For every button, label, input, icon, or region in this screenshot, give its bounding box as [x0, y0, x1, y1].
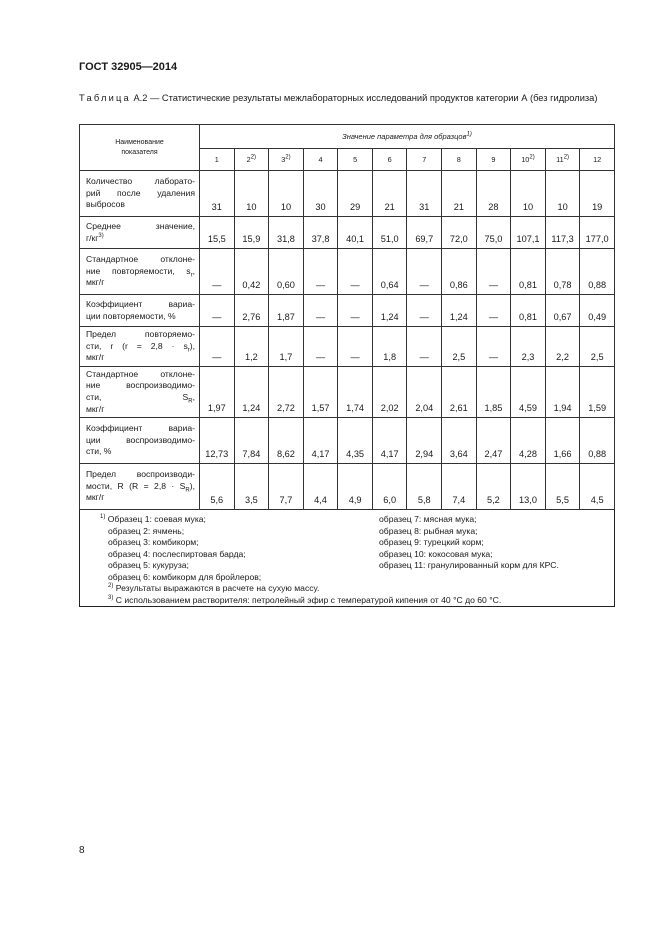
value-cell: 5,2: [476, 464, 511, 510]
value-cell: 0,42: [234, 249, 269, 295]
row-label-cell: [80, 295, 200, 327]
value-cell: 5,6: [200, 464, 235, 510]
value-cell: 40,1: [338, 217, 373, 249]
value-cell: 5,8: [407, 464, 442, 510]
note-2-text: Результаты выражаются в расчете на сухую массу.: [115, 583, 320, 594]
value-cell: 4,28: [511, 418, 546, 464]
table-row: [80, 295, 615, 327]
sample-column-header: [545, 149, 580, 171]
row-label-line: сти, r (r = 2,8 · s: [86, 340, 188, 351]
note-sample-item: [108, 537, 261, 549]
note-sample-item: образец 11: гранулированный корм для КРС.: [379, 560, 559, 571]
value-cell: —: [407, 295, 442, 327]
value-cell: 6,0: [372, 464, 407, 510]
note-2: [108, 583, 319, 595]
note-3-text: С использованием растворителя: петролейный эфир с температурой кипения от 40 °С до 60 °С.: [115, 595, 502, 606]
value-cell: 3,5: [234, 464, 269, 510]
note-sample-item: образец 8: рыбная мука;: [379, 525, 478, 536]
caption-lead: Таблица: [79, 93, 131, 103]
value-cell: 2,76: [234, 295, 269, 327]
sample-column-header: [372, 149, 407, 171]
sample-number: 10: [521, 155, 530, 164]
page-number: 8: [79, 845, 85, 856]
value-cell: —: [200, 295, 235, 327]
row-label: Стандартное отклоне- ние воспроизводимо- сти, $S_R$, мкг/г: [86, 368, 195, 414]
value-cell: 2,5: [442, 327, 477, 367]
row-label-line: ции воспроизводимо-: [86, 434, 195, 445]
value-cell: 2,61: [442, 366, 477, 417]
sample-number: 2: [246, 155, 251, 164]
sample-number: 9: [491, 155, 496, 164]
row-label-subscript: r: [190, 272, 193, 279]
note-sample-item: образец 7: мясная мука;: [379, 514, 477, 525]
note-sample-text: образец 3: комбикорм;: [108, 537, 199, 548]
row-label-cell: [80, 217, 200, 249]
row-label-cell: [80, 249, 200, 295]
value-cell: 1,2: [234, 327, 269, 367]
sample-number: 7: [422, 155, 427, 164]
note-sample-text: образец 4: послеспиртовая барда;: [108, 548, 246, 559]
value-cell: 0,67: [545, 295, 580, 327]
values-span-header-text: Значение параметра для образцов: [342, 132, 467, 141]
value-cell: 0,88: [580, 249, 615, 295]
value-cell: 1,24: [372, 295, 407, 327]
sample-column-header: [303, 149, 338, 171]
sample-column-header: [234, 149, 269, 171]
value-cell: 2,5: [580, 327, 615, 367]
note-sample-item: [108, 526, 261, 538]
value-cell: 7,4: [442, 464, 477, 510]
value-cell: —: [476, 295, 511, 327]
note-sample-item: образец 9: турецкий корм;: [379, 537, 484, 548]
value-cell: 4,17: [303, 418, 338, 464]
results-table-wrapper: [79, 124, 615, 607]
sample-number: 1: [214, 155, 219, 164]
notes-right-column: [379, 514, 559, 572]
param-column-header: [80, 125, 200, 171]
value-cell: 13,0: [511, 464, 546, 510]
value-cell: 21: [442, 171, 477, 217]
sample-column-header: [269, 149, 304, 171]
notes-left-column: [100, 514, 262, 583]
row-label-line: мости, R (R = 2,8 · S: [86, 480, 186, 491]
table-caption: [79, 92, 615, 105]
value-cell: 2,47: [476, 418, 511, 464]
value-cell: 1,24: [234, 366, 269, 417]
sample-number: 3: [281, 155, 286, 164]
value-cell: 5,5: [545, 464, 580, 510]
value-cell: 2,72: [269, 366, 304, 417]
document-header: ГОСТ 32905—2014: [79, 61, 178, 73]
note-2-sup: 2): [108, 583, 114, 590]
note-sample-item: [108, 549, 261, 561]
row-label-line: выбросов: [86, 199, 125, 210]
value-cell: —: [338, 249, 373, 295]
table-row: [80, 464, 615, 510]
value-cell: 29: [338, 171, 373, 217]
row-label-line: ции повторяемости, %: [86, 310, 176, 321]
sample-column-header: [511, 149, 546, 171]
row-label-line: мкг/г: [86, 277, 105, 288]
row-label-cell: [80, 366, 200, 417]
value-cell: 107,1: [511, 217, 546, 249]
value-cell: —: [200, 327, 235, 367]
note-1-sup: 1): [100, 514, 106, 521]
sample-footnote-mark: 2): [250, 154, 257, 161]
value-cell: 7,7: [269, 464, 304, 510]
row-label-line: Предел повторяемо-: [86, 329, 195, 339]
note-3: [108, 595, 501, 607]
row-label: [86, 176, 195, 211]
row-label-line: Коэффициент вариа-: [86, 298, 195, 309]
value-cell: 0,78: [545, 249, 580, 295]
value-cell: 10: [234, 171, 269, 217]
value-cell: 3,64: [442, 418, 477, 464]
value-cell: 1,59: [580, 366, 615, 417]
value-cell: 4,59: [511, 366, 546, 417]
value-cell: 10: [545, 171, 580, 217]
value-cell: 4,5: [580, 464, 615, 510]
row-label-footnote-mark: 3): [98, 232, 104, 239]
row-label: Стандартное отклоне- ние повторяемости, $s_r$, мкг/г: [86, 254, 195, 288]
row-label-line: Среднее значение,: [86, 220, 195, 231]
value-cell: 117,3: [545, 217, 580, 249]
value-cell: —: [200, 249, 235, 295]
row-label: [86, 299, 195, 322]
value-cell: 4,17: [372, 418, 407, 464]
value-cell: 19: [580, 171, 615, 217]
value-cell: 2,3: [511, 327, 546, 367]
value-cell: —: [476, 327, 511, 367]
sample-column-header: [407, 149, 442, 171]
row-label-subscript: R: [188, 398, 193, 405]
value-cell: 1,94: [545, 366, 580, 417]
table-row: [80, 171, 615, 217]
value-cell: 0,49: [580, 295, 615, 327]
table-notes: [79, 510, 615, 607]
row-label-line: рий после удаления: [86, 187, 195, 198]
note-sample-text: образец 6: комбикорм для бройлеров;: [108, 571, 262, 582]
value-cell: 51,0: [372, 217, 407, 249]
sample-column-header: [200, 149, 235, 171]
value-cell: 0,60: [269, 249, 304, 295]
value-cell: 12,73: [200, 418, 235, 464]
value-cell: 31,8: [269, 217, 304, 249]
sample-column-header: [442, 149, 477, 171]
value-cell: 2,04: [407, 366, 442, 417]
caption-text: А.2 — Статистические результаты межлабораторных исследований продуктов категории А (без гидролиза): [133, 93, 598, 103]
note-sample-text: образец 5: кукуруза;: [108, 560, 189, 571]
row-label-cell: [80, 327, 200, 367]
param-header-line1: Наименование: [115, 138, 164, 146]
value-cell: 21: [372, 171, 407, 217]
value-cell: 1,7: [269, 327, 304, 367]
value-cell: 37,8: [303, 217, 338, 249]
value-cell: 1,85: [476, 366, 511, 417]
table-row: [80, 366, 615, 417]
value-cell: 4,4: [303, 464, 338, 510]
value-cell: —: [303, 327, 338, 367]
row-label-cell: [80, 171, 200, 217]
sample-number: 12: [593, 155, 602, 164]
values-span-header-sup: 1): [466, 131, 472, 138]
row-label-subscript: r: [187, 347, 190, 354]
row-label-line: мкг/г: [86, 403, 105, 414]
value-cell: —: [303, 295, 338, 327]
value-cell: 28: [476, 171, 511, 217]
value-cell: 1,87: [269, 295, 304, 327]
table-row: [80, 217, 615, 249]
value-cell: 4,9: [338, 464, 373, 510]
note-sample-item: [100, 514, 261, 526]
note-sample-item: [108, 560, 261, 572]
value-cell: 15,9: [234, 217, 269, 249]
value-cell: 0,81: [511, 249, 546, 295]
value-cell: 0,81: [511, 295, 546, 327]
value-cell: 1,57: [303, 366, 338, 417]
value-cell: —: [407, 327, 442, 367]
value-cell: 72,0: [442, 217, 477, 249]
row-label-line: мкг/г: [86, 352, 105, 363]
value-cell: —: [476, 249, 511, 295]
value-cell: 69,7: [407, 217, 442, 249]
value-cell: 10: [511, 171, 546, 217]
table-row: [80, 418, 615, 464]
row-label-line: г/кг: [86, 232, 99, 243]
sample-number: 8: [456, 155, 461, 164]
sample-column-header: [580, 149, 615, 171]
sample-footnote-mark: 2): [529, 154, 535, 161]
value-cell: 0,64: [372, 249, 407, 295]
row-label-subscript: R: [185, 487, 190, 494]
value-cell: 1,8: [372, 327, 407, 367]
row-label: [86, 423, 195, 458]
note-sample-item: [108, 572, 261, 584]
sample-column-header: [476, 149, 511, 171]
note-sample-text: Образец 1: соевая мука;: [107, 514, 206, 525]
row-label-line: Стандартное отклоне-: [86, 254, 195, 265]
values-span-header: [200, 125, 615, 149]
note-sample-item: образец 10: кокосовая мука;: [379, 548, 493, 559]
row-label-line: сти, %: [86, 446, 112, 457]
value-cell: 75,0: [476, 217, 511, 249]
sample-footnote-mark: 2): [285, 154, 291, 161]
table-row: [80, 249, 615, 295]
row-label: Предел повторяемо- сти, r $(r = 2,8 \cdot s_r)$, мкг/г: [86, 329, 195, 363]
row-label-line: Количество лаборато-: [86, 176, 195, 187]
sample-column-header: [338, 149, 373, 171]
row-label: [86, 221, 195, 244]
value-cell: 1,66: [545, 418, 580, 464]
row-label-line: Коэффициент вариа-: [86, 423, 195, 434]
value-cell: 1,97: [200, 366, 235, 417]
results-table: [79, 124, 615, 510]
sample-number: 11: [556, 155, 564, 164]
value-cell: 30: [303, 171, 338, 217]
value-cell: 177,0: [580, 217, 615, 249]
row-label-line: сти, S: [86, 391, 189, 402]
value-cell: —: [338, 327, 373, 367]
value-cell: —: [338, 295, 373, 327]
value-cell: 31: [200, 171, 235, 217]
sample-number: 5: [353, 155, 358, 164]
value-cell: 15,5: [200, 217, 235, 249]
sample-number: 4: [318, 155, 323, 164]
sample-footnote-mark: 2): [563, 154, 570, 161]
row-label-line: ние воспроизводимо-: [86, 380, 195, 391]
value-cell: —: [303, 249, 338, 295]
param-header-line2: показателя: [121, 148, 158, 156]
value-cell: 31: [407, 171, 442, 217]
row-label-line: ние повторяемости, s: [86, 265, 191, 276]
sample-number: 6: [387, 155, 392, 164]
value-cell: 7,84: [234, 418, 269, 464]
row-label-line: Предел воспроизводи-: [86, 469, 195, 480]
value-cell: 0,86: [442, 249, 477, 295]
table-row: [80, 327, 615, 367]
row-label-line: Стандартное отклоне-: [86, 368, 195, 379]
row-label: Предел воспроизводи- мости, R $(R = 2,8 \cdot S_R)$, мкг/г: [86, 469, 195, 503]
value-cell: 1,74: [338, 366, 373, 417]
value-cell: 8,62: [269, 418, 304, 464]
note-3-sup: 3): [108, 595, 114, 602]
value-cell: 2,02: [372, 366, 407, 417]
row-label-line: мкг/г: [86, 492, 105, 503]
row-label-cell: [80, 464, 200, 510]
value-cell: 2,94: [407, 418, 442, 464]
value-cell: 0,88: [580, 418, 615, 464]
value-cell: —: [407, 249, 442, 295]
value-cell: 4,35: [338, 418, 373, 464]
value-cell: 1,24: [442, 295, 477, 327]
value-cell: 2,2: [545, 327, 580, 367]
value-cell: 10: [269, 171, 304, 217]
note-sample-text: образец 2: ячмень;: [108, 525, 185, 536]
row-label-cell: [80, 418, 200, 464]
